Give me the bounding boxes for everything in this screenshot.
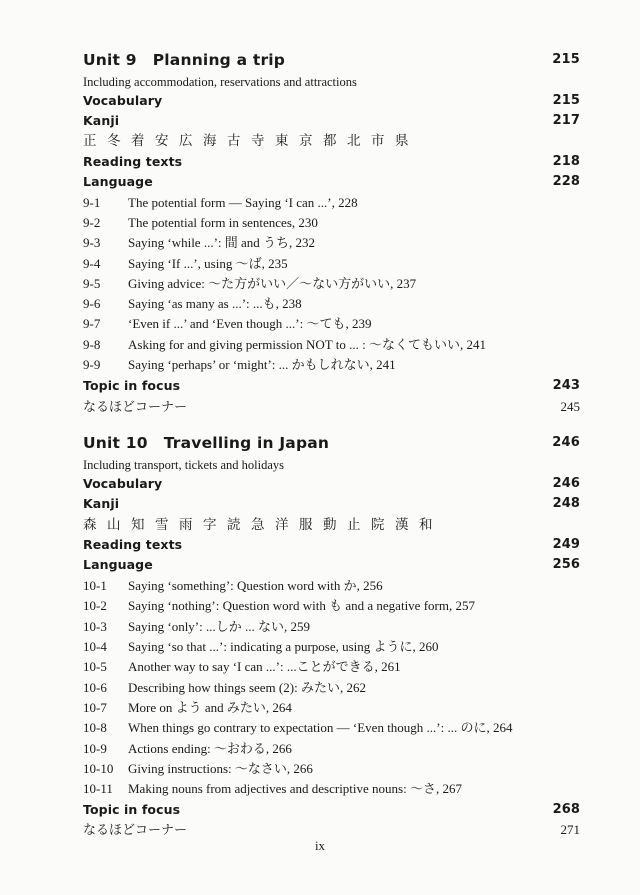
item-number: 9-1 xyxy=(83,195,101,210)
item-text: Saying ‘perhaps’ or ‘might’: ... かもしれない, 241 xyxy=(128,357,396,372)
item-text: Asking for and giving permission NOT to ... : ～なくてもいい, 241 xyxy=(128,337,486,352)
toc-item-10-6[interactable] xyxy=(83,678,580,698)
item-text: Giving instructions: ～なさい, 266 xyxy=(128,761,313,776)
language-page: 256 xyxy=(552,557,580,572)
item-text: Saying ‘as many as ...’: ...も, 238 xyxy=(128,296,302,311)
unit-10-heading[interactable] xyxy=(83,433,580,453)
item-number: 10-9 xyxy=(83,741,107,756)
toc-item-9-4[interactable] xyxy=(83,254,580,274)
naruhodo-corner-page: 271 xyxy=(560,822,580,837)
toc-item-9-5[interactable] xyxy=(83,274,580,294)
item-number: 9-6 xyxy=(83,296,101,311)
item-number: 9-5 xyxy=(83,276,101,291)
unit-10-vocabulary[interactable] xyxy=(83,474,580,494)
unit-10-naruhodo-corner[interactable] xyxy=(83,820,580,840)
item-number: 10-3 xyxy=(83,619,107,634)
item-number: 10-8 xyxy=(83,720,107,735)
item-text: ‘Even if ...’ and ‘Even though ...’: ～ても, 239 xyxy=(128,316,372,331)
unit-10-kanji-list: 森山知雪雨字読急洋服動止院漢和 xyxy=(83,517,443,533)
item-text: Another way to say ‘I can ...’: ...ことができる, 261 xyxy=(128,659,401,674)
unit-9-kanji-list: 正冬着安広海古寺東京都北市県 xyxy=(83,133,419,149)
reading-texts-label: Reading texts xyxy=(83,154,183,169)
item-text: Saying ‘while ...’: 間 and うち, 232 xyxy=(128,235,316,250)
toc-item-9-7[interactable] xyxy=(83,314,580,334)
item-text: Saying ‘so that ...’: indicating a purpose, using ように, 260 xyxy=(128,639,439,654)
item-number: 9-2 xyxy=(83,215,101,230)
unit-10-topic-in-focus[interactable] xyxy=(83,800,580,820)
item-text: Saying ‘nothing’: Question word with も and a negative form, 257 xyxy=(128,598,475,613)
toc-item-9-1[interactable] xyxy=(83,193,580,213)
unit-10-subtitle: Including transport, tickets and holidays xyxy=(83,458,285,472)
item-number: 10-4 xyxy=(83,639,107,654)
toc-page xyxy=(83,0,580,895)
topic-in-focus-page: 268 xyxy=(552,802,580,817)
item-number: 9-3 xyxy=(83,235,101,250)
unit-9-vocabulary[interactable] xyxy=(83,91,580,111)
vocabulary-label: Vocabulary xyxy=(83,93,163,108)
unit-9-subtitle: Including accommodation, reservations and attractions xyxy=(83,75,357,89)
unit-9-heading[interactable] xyxy=(83,50,580,70)
item-text: Saying ‘only’: ...しか ... ない, 259 xyxy=(128,619,310,634)
item-text: When things go contrary to expectation — ‘Even though ...’: ... のに, 264 xyxy=(128,720,513,735)
item-number: 10-10 xyxy=(83,761,114,776)
item-number: 10-2 xyxy=(83,598,107,613)
item-text: Giving advice: ～た方がいい／～ない方がいい, 237 xyxy=(128,276,417,291)
unit-10-reading-texts[interactable] xyxy=(83,535,580,555)
language-label: Language xyxy=(83,557,153,572)
topic-in-focus-label: Topic in focus xyxy=(83,378,181,393)
unit-9-title: Planning a trip xyxy=(152,51,286,69)
toc-item-10-7[interactable] xyxy=(83,698,580,718)
unit-9-kanji[interactable] xyxy=(83,111,580,131)
toc-item-10-1[interactable] xyxy=(83,576,580,596)
item-number: 10-1 xyxy=(83,578,107,593)
toc-item-10-4[interactable] xyxy=(83,637,580,657)
vocabulary-label: Vocabulary xyxy=(83,476,163,491)
naruhodo-corner-label: なるほどコーナー xyxy=(83,822,188,837)
toc-item-10-11[interactable] xyxy=(83,779,580,799)
item-number: 10-11 xyxy=(83,781,113,796)
naruhodo-corner-label: なるほどコーナー xyxy=(83,399,188,414)
item-text: The potential form — Saying ‘I can ...’, 228 xyxy=(128,195,358,210)
toc-item-10-2[interactable] xyxy=(83,596,580,616)
topic-in-focus-label: Topic in focus xyxy=(83,802,181,817)
page-number-footer: ix xyxy=(314,838,326,853)
naruhodo-corner-page: 245 xyxy=(560,399,580,414)
item-number: 9-8 xyxy=(83,337,101,352)
unit-9-page: 215 xyxy=(552,52,580,67)
unit-9-topic-in-focus[interactable] xyxy=(83,376,580,396)
reading-texts-page: 249 xyxy=(552,537,580,552)
toc-item-9-2[interactable] xyxy=(83,213,580,233)
vocabulary-page: 215 xyxy=(552,93,580,108)
unit-10-page: 246 xyxy=(552,435,580,450)
toc-item-9-6[interactable] xyxy=(83,294,580,314)
kanji-label: Kanji xyxy=(83,496,120,511)
item-text: The potential form in sentences, 230 xyxy=(128,215,318,230)
unit-10-kanji[interactable] xyxy=(83,494,580,514)
unit-9-naruhodo-corner[interactable] xyxy=(83,397,580,417)
item-text: Describing how things seem (2): みたい, 262 xyxy=(128,680,366,695)
unit-9-number: Unit 9 xyxy=(83,51,137,69)
reading-texts-label: Reading texts xyxy=(83,537,183,552)
item-text: Saying ‘something’: Question word with か, 256 xyxy=(128,578,383,593)
item-number: 9-9 xyxy=(83,357,101,372)
kanji-page: 248 xyxy=(552,496,580,511)
topic-in-focus-page: 243 xyxy=(552,378,580,393)
unit-10-number: Unit 10 xyxy=(83,434,148,452)
item-number: 9-4 xyxy=(83,256,101,271)
unit-10-title: Travelling in Japan xyxy=(163,434,330,452)
toc-item-9-3[interactable] xyxy=(83,233,580,253)
toc-item-10-10[interactable] xyxy=(83,759,580,779)
item-text: Actions ending: ～おわる, 266 xyxy=(128,741,292,756)
item-text: Saying ‘If ...’, using ～ば, 235 xyxy=(128,256,288,271)
kanji-page: 217 xyxy=(552,113,580,128)
unit-9-reading-texts[interactable] xyxy=(83,152,580,172)
item-text: Making nouns from adjectives and descriptive nouns: ～さ, 267 xyxy=(128,781,462,796)
item-number: 10-7 xyxy=(83,700,107,715)
toc-item-9-8[interactable] xyxy=(83,335,580,355)
item-number: 10-6 xyxy=(83,680,107,695)
item-text: More on よう and みたい, 264 xyxy=(128,700,292,715)
toc-item-9-9[interactable] xyxy=(83,355,580,375)
reading-texts-page: 218 xyxy=(552,154,580,169)
vocabulary-page: 246 xyxy=(552,476,580,491)
language-page: 228 xyxy=(552,174,580,189)
toc-item-10-9[interactable] xyxy=(83,739,580,759)
toc-item-10-3[interactable] xyxy=(83,617,580,637)
kanji-label: Kanji xyxy=(83,113,120,128)
toc-item-10-8[interactable] xyxy=(83,718,580,738)
language-label: Language xyxy=(83,174,153,189)
toc-item-10-5[interactable] xyxy=(83,657,580,677)
item-number: 10-5 xyxy=(83,659,107,674)
unit-9-language[interactable] xyxy=(83,172,580,192)
unit-10-language[interactable] xyxy=(83,555,580,575)
item-number: 9-7 xyxy=(83,316,101,331)
